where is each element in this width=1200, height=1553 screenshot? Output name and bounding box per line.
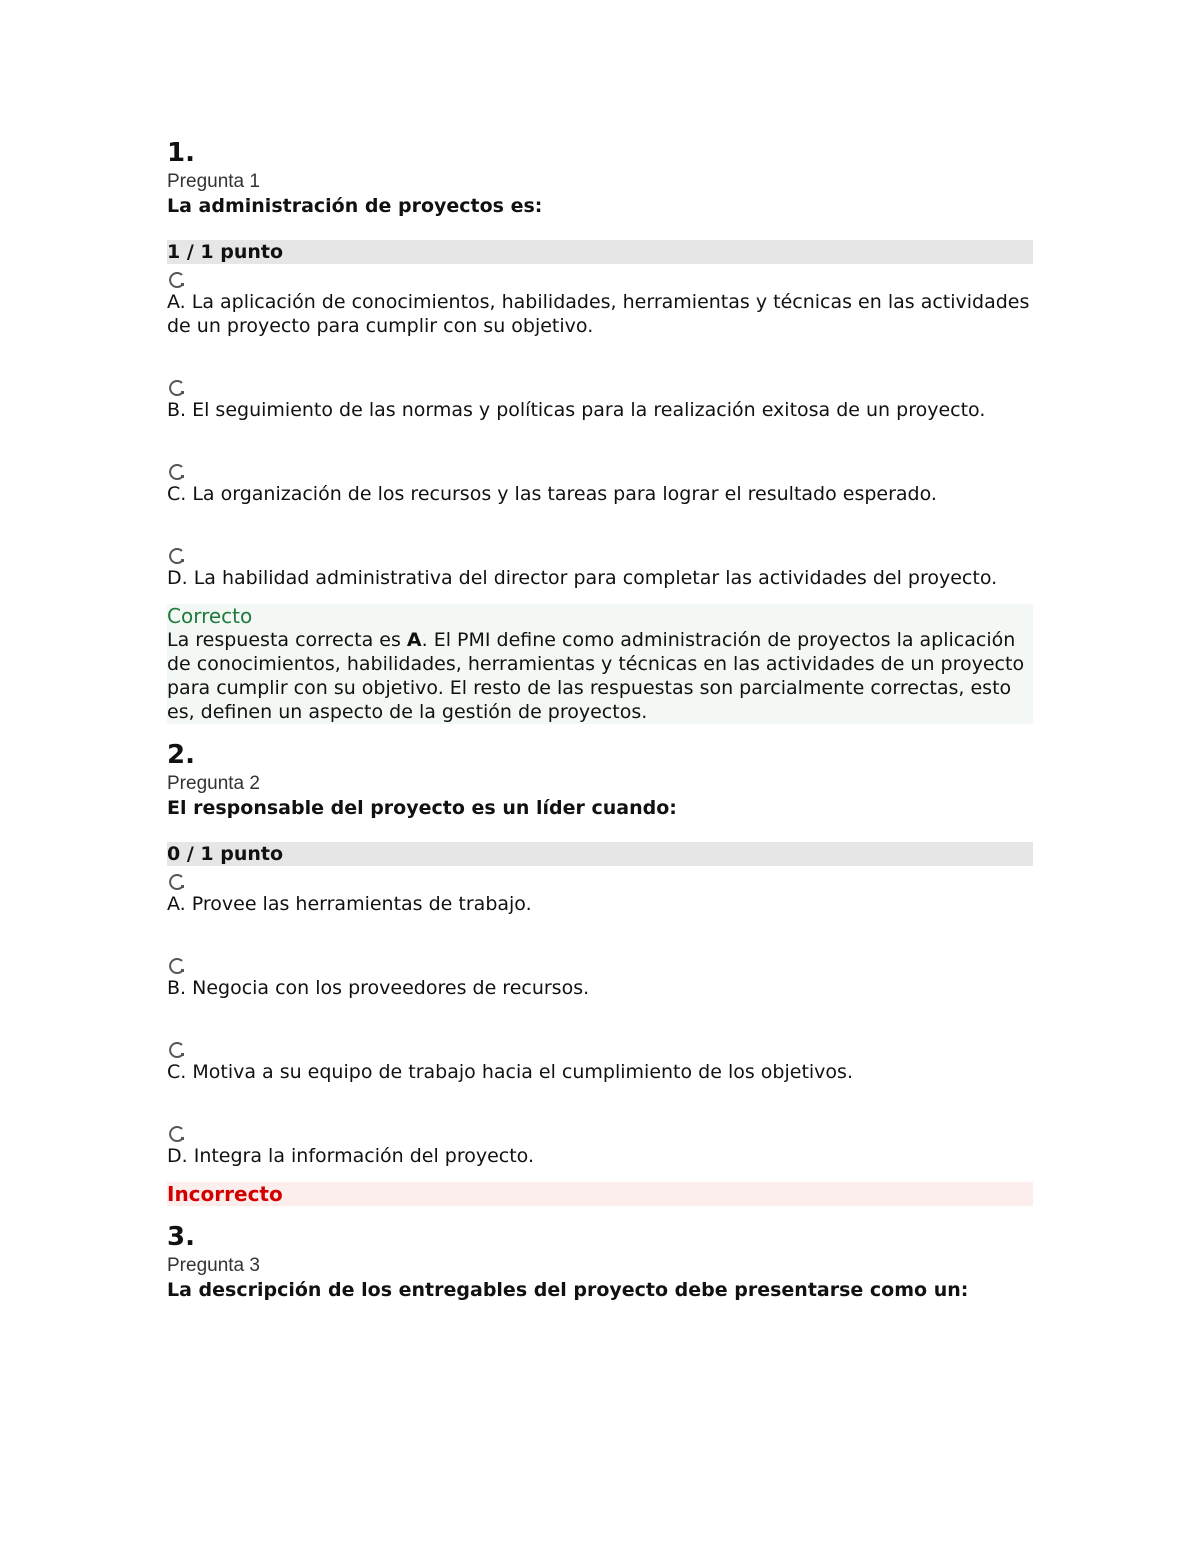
quiz-document <box>167 136 1033 1302</box>
radio-button-icon[interactable] <box>167 1122 187 1144</box>
question-text: La descripción de los entregables del proyecto debe presentarse como un: <box>167 1279 969 1301</box>
radio-button-icon[interactable] <box>167 544 187 566</box>
radio-button-icon[interactable] <box>167 268 187 290</box>
question-label: Pregunta 2 <box>167 773 260 794</box>
feedback-correct <box>167 604 1033 724</box>
score-bar: 0 / 1 punto <box>167 842 1033 866</box>
radio-button-icon[interactable] <box>167 460 187 482</box>
feedback-incorrect <box>167 1182 1033 1206</box>
radio-button-icon[interactable] <box>167 870 187 892</box>
option-a[interactable]: A. La aplicación de conocimientos, habilidades, herramientas y técnicas en las actividades de un proyecto para cumplir con su objetivo. <box>167 291 1030 337</box>
option-c[interactable]: C. La organización de los recursos y las tareas para lograr el resultado esperado. <box>167 483 937 505</box>
radio-button-icon[interactable] <box>167 1038 187 1060</box>
correct-answer: A <box>406 629 422 651</box>
option-d[interactable]: D. La habilidad administrativa del director para completar las actividades del proyecto. <box>167 567 998 589</box>
feedback-text: La respuesta correcta es A. El PMI define como administración de proyectos la aplicación de conocimientos, habilidades, herramientas y técnicas en las actividades de un proyecto para cumplir con su objetivo. El resto de las respuestas son parcialmente correctas, esto es, definen un aspecto de la gestión de proyectos. <box>167 629 1025 723</box>
question-2 <box>167 738 1033 1206</box>
feedback-status: Correcto <box>167 604 253 628</box>
question-text: La administración de proyectos es: <box>167 195 543 217</box>
feedback-status: Incorrecto <box>167 1182 283 1206</box>
question-number: 3. <box>167 1222 195 1252</box>
option-d[interactable]: D. Integra la información del proyecto. <box>167 1145 535 1167</box>
option-b[interactable]: B. Negocia con los proveedores de recursos. <box>167 977 590 999</box>
option-b[interactable]: B. El seguimiento de las normas y políticas para la realización exitosa de un proyecto. <box>167 399 986 421</box>
question-number: 2. <box>167 740 195 770</box>
question-text: El responsable del proyecto es un líder cuando: <box>167 797 677 819</box>
option-c[interactable]: C. Motiva a su equipo de trabajo hacia el cumplimiento de los objetivos. <box>167 1061 853 1083</box>
radio-button-icon[interactable] <box>167 954 187 976</box>
option-a[interactable]: A. Provee las herramientas de trabajo. <box>167 893 532 915</box>
radio-button-icon[interactable] <box>167 376 187 398</box>
question-3 <box>167 1220 1033 1302</box>
question-number: 1. <box>167 138 195 168</box>
question-label: Pregunta 3 <box>167 1255 260 1276</box>
question-1 <box>167 136 1033 724</box>
score-bar: 1 / 1 punto <box>167 240 1033 264</box>
question-label: Pregunta 1 <box>167 171 260 192</box>
